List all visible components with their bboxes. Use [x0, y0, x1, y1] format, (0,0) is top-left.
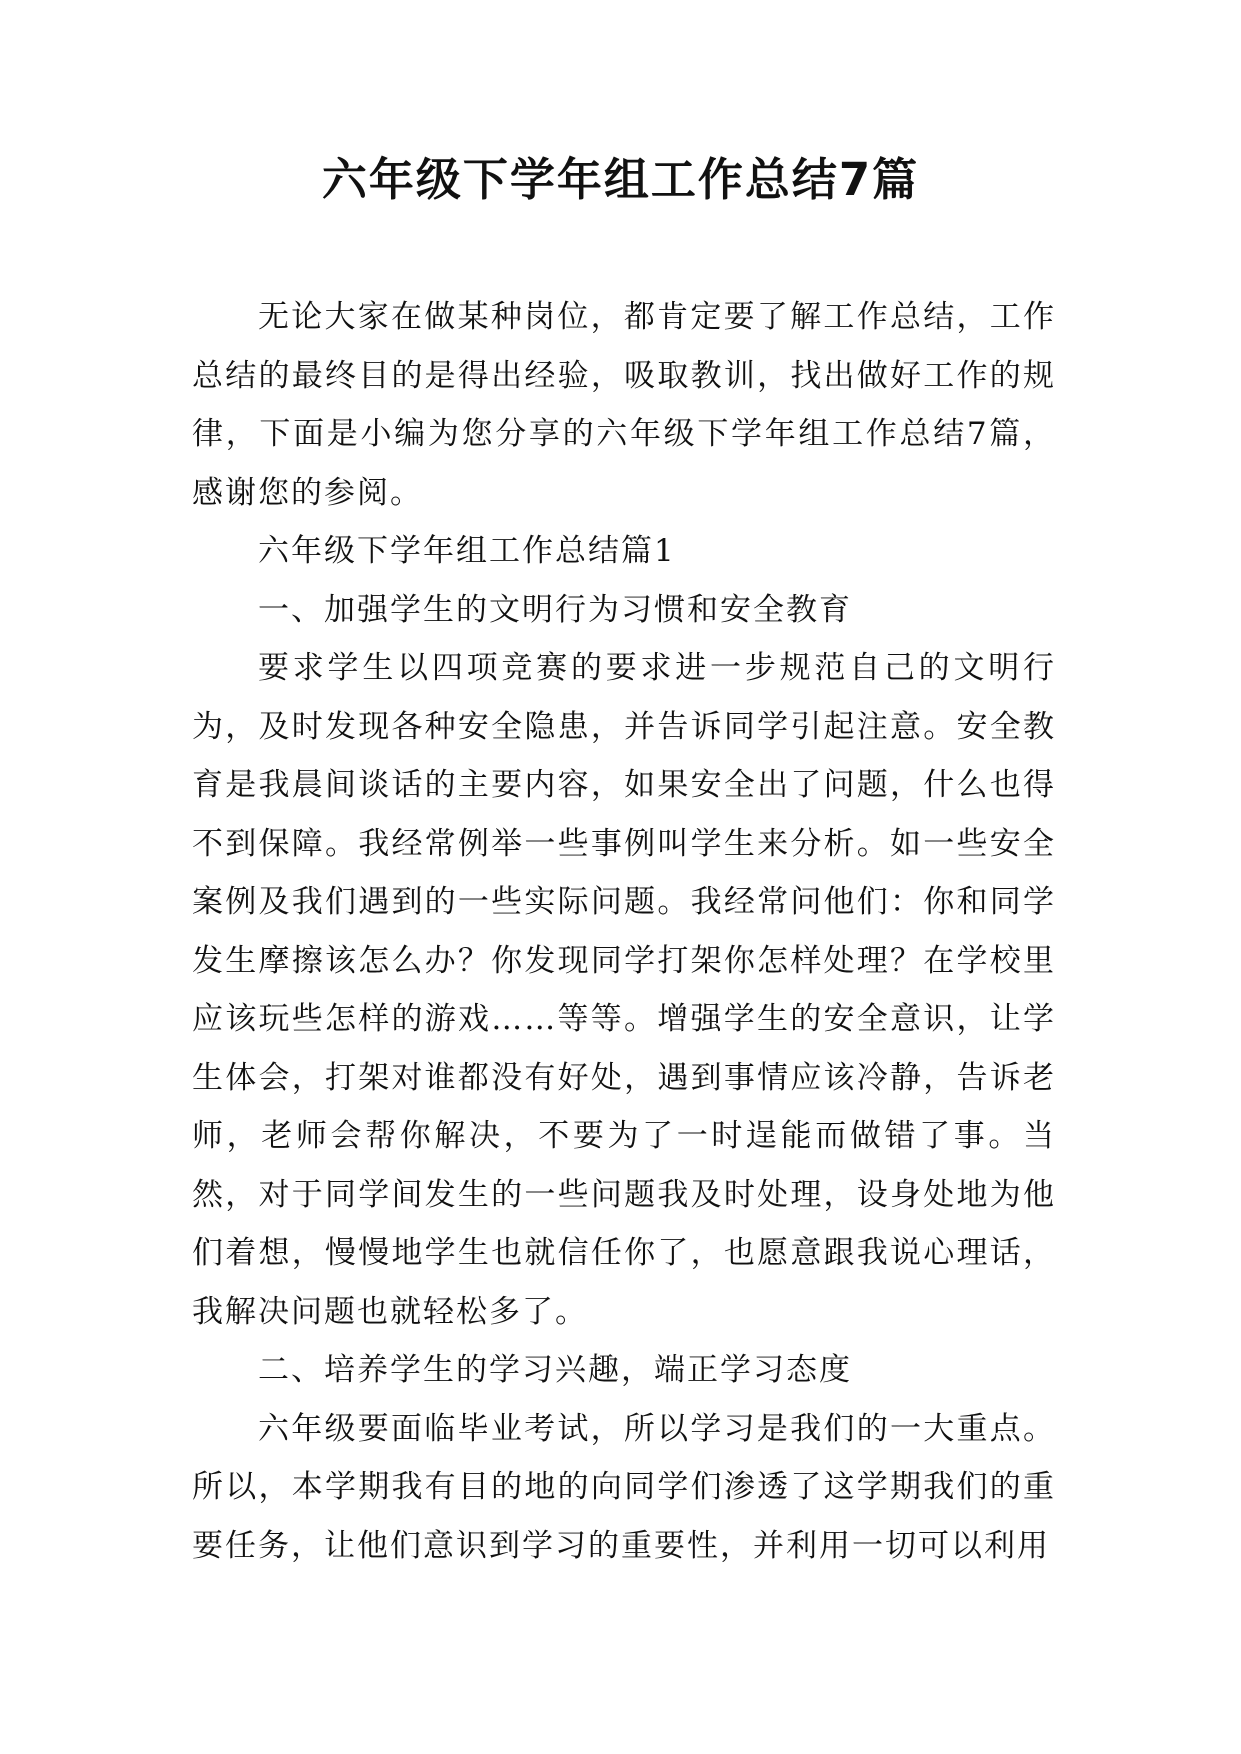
section-heading-1: 六年级下学年组工作总结篇1 — [258, 533, 676, 569]
document-body — [192, 288, 1056, 1575]
document-title: 六年级下学年组工作总结7篇 — [321, 153, 920, 206]
intro-paragraph: 无论大家在做某种岗位，都肯定要了解工作总结，工作总结的最终目的是得出经验，吸取教训，找出做好工作的规律，下面是小编为您分享的六年级下学年组工作总结7篇，感谢您的参阅。 — [192, 299, 1056, 511]
body-paragraph-2: 六年级要面临毕业考试，所以学习是我们的一大重点。所以，本学期我有目的地的向同学们渗透了这学期我们的重要任务，让他们意识到学习的重要性，并利用一切可以利用 — [192, 1410, 1056, 1564]
subheading-2: 二、培养学生的学习兴趣，端正学习态度 — [258, 1352, 852, 1388]
subheading-1: 一、加强学生的文明行为习惯和安全教育 — [258, 591, 852, 628]
body-paragraph-1: 要求学生以四项竞赛的要求进一步规范自己的文明行为，及时发现各种安全隐患，并告诉同学引起注意。安全教育是我晨间谈话的主要内容，如果安全出了问题，什么也得不到保障。我经常例举一些事例叫学生来分析。如一些安全案例及我们遇到的一些实际问题。我经常问他们：你和同学发生摩擦该怎么办？你发现同学打架你怎样处理？在学校里应该玩些怎样的游戏……等等。增强学生的安全意识，让学生体会，打架对谁都没有好处，遇到事情应该冷静，告诉老师，老师会帮你解决，不要为了一时逞能而做错了事。当然，对于同学间发生的一些问题我及时处理，设身处地为他们着想，慢慢地学生也就信任你了，也愿意跟我说心理话，我解决问题也就轻松多了。 — [192, 650, 1056, 1330]
